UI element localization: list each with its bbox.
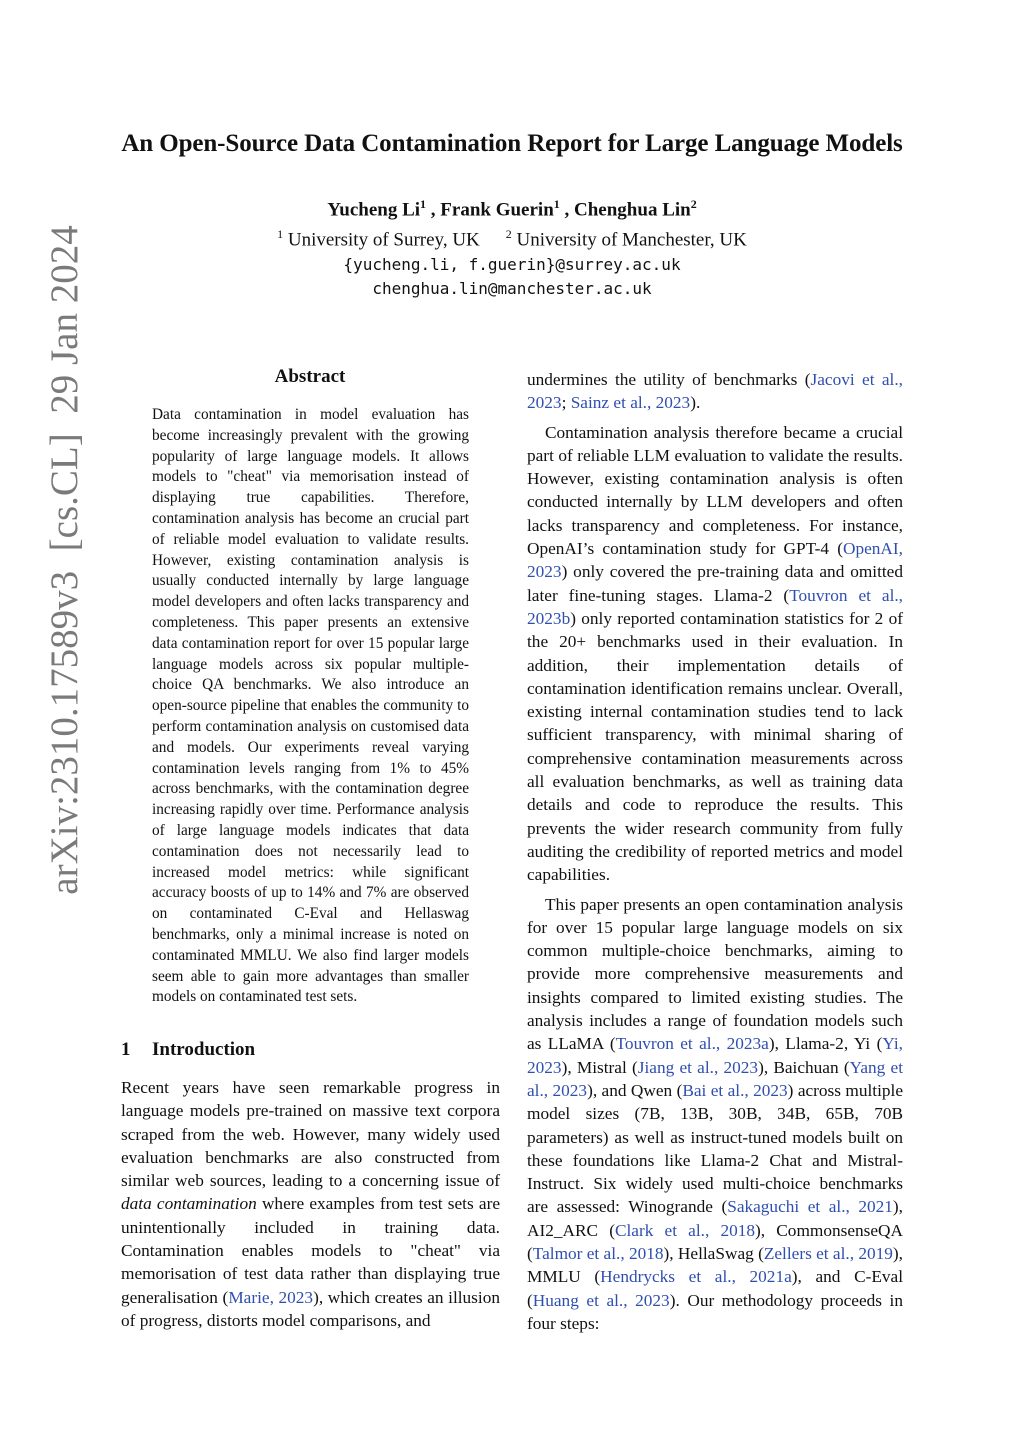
- abstract-heading: Abstract: [274, 366, 346, 387]
- text-run: ) across multiple model sizes (7B, 13B, 30B, 34B, 65B, 70B parameters) as well as instruct-tuned models built on these foundations like Llama-2 Chat and Mistral-Instruct. Six widely used multi-choice benchmarks are assessed: Winogrande (: [527, 1080, 904, 1217]
- citation-link[interactable]: Bai et al., 2023: [682, 1080, 788, 1100]
- affiliation-name: University of Surrey, UK: [287, 229, 480, 251]
- text-run: ), CommonsenseQA (: [527, 1220, 903, 1263]
- section-title: Introduction: [152, 1039, 256, 1060]
- text-run: ), and Qwen (: [587, 1080, 683, 1100]
- arxiv-identifier: arXiv:2310.17589v3 [cs.CL] 29 Jan 2024: [43, 225, 86, 895]
- text-run: where examples from test sets are unintentionally included in training data. Contamination enables models to "cheat" via memorisation of test data rather than displaying true generalisation (: [121, 1194, 500, 1307]
- citation-link[interactable]: Talmor et al., 2018: [532, 1243, 664, 1263]
- body-paragraph: [527, 421, 903, 887]
- right-column: [527, 368, 903, 1341]
- citation-link[interactable]: Sakaguchi et al., 2021: [727, 1197, 893, 1217]
- abstract-text: Data contamination in model evaluation has become increasingly prevalent with the growing popularity of large language models. It allows models to "cheat" via memorisation instead of displaying true capabilities. Therefore, contamination analysis has become an crucial part of reliable model evaluation to validate results. However, existing contamination analysis is usually conducted internally by large language model developers and often lacks transparency and completeness. This paper presents an extensive data contamination report for over 15 popular large language models across six popular multiple-choice QA benchmarks. We also introduce an open-source pipeline that enables the community to perform contamination analysis on customised data and models. Our experiments reveal varying contamination levels ranging from 1% to 45% across benchmarks, with the contamination degree increasing rapidly over time. Performance analysis of large language models indicates that data contamination does not necessarily lead to increased model metrics: while significant accuracy boosts of up to 14% and 7% are observed on contaminated C-Eval and Hellaswag benchmarks, only a minimal increase is noted on contaminated MMLU. We also find larger models seem able to gain more advantages than smaller models on contaminated test sets.: [152, 406, 469, 1006]
- affiliation-mark: 2: [690, 197, 697, 211]
- text-run: ), MMLU (: [527, 1243, 903, 1287]
- text-run: This paper presents an open contamination analysis for over 15 popular large language models on six common multiple-choice benchmarks, aiming to provide more comprehensive measurements and insights compared to limited existing studies. The analysis includes a range of foundation models such as LLaMA (: [527, 894, 903, 1054]
- affiliation-mark: 1: [420, 197, 427, 211]
- intro-paragraph: [121, 1076, 500, 1332]
- author-list: Yucheng Li$^1$ , Frank Guerin$^1$ , Chenghua Lin$^2$: [327, 197, 697, 221]
- email-address[interactable]: {yucheng.li, f.guerin}@surrey.ac.uk: [343, 255, 681, 274]
- section-heading: [121, 1039, 255, 1061]
- text-run: Contamination analysis therefore became a crucial part of reliable LLM evaluation to validate the results. However, existing contamination analysis is often conducted internally by LLM developers and often lacks transparency and completeness. For instance, OpenAI’s contamination study for GPT-4 (: [527, 422, 903, 559]
- citation-link[interactable]: Marie, 2023: [228, 1287, 314, 1307]
- text-run: ) only covered the pre-training data and omitted later fine-tuning stages. Llama-2 (: [527, 562, 903, 605]
- text-run: ), Baichuan (: [758, 1057, 850, 1077]
- text-run: ), Mistral (: [561, 1057, 638, 1077]
- citation-link[interactable]: Jacovi et al., 2023: [527, 370, 904, 413]
- text-run: ;: [561, 393, 571, 413]
- paper-title: An Open-Source Data Contamination Report for Large Language Models: [121, 130, 903, 157]
- text-run: ), HellaSwag (: [663, 1243, 764, 1263]
- text-run: ), Llama-2, Yi (: [768, 1034, 883, 1054]
- citation-link[interactable]: Sainz et al., 2023: [570, 393, 691, 413]
- text-run: ), and C-Eval (: [527, 1267, 904, 1310]
- affiliation-mark: 1: [277, 227, 284, 241]
- text-run: ), which creates an illusion of progress, distorts model comparisons, and: [121, 1287, 500, 1330]
- body-paragraph: [527, 893, 903, 1336]
- text-run: Recent years have seen remarkable progress in language models pre-trained on massive text corpora scraped from the web. However, many widely used evaluation benchmarks are also constructed from similar web sources, leading to a concerning issue of: [121, 1078, 500, 1191]
- email-address[interactable]: chenghua.lin@manchester.ac.uk: [372, 279, 652, 298]
- citation-link[interactable]: Clark et al., 2018: [614, 1220, 756, 1240]
- text-run: ) only reported contamination statistics for 2 of the 20+ benchmarks used in their evaluation. In addition, their implementation details of contamination identification remains unclear. Overall, existing internal contamination studies tend to lack sufficient transparency, with minimal sharing of comprehensive contamination measurements across all evaluation benchmarks, as well as training data details and code to reproduce the results. This prevents the wider research community from fully auditing the credibility of reported metrics and model capabilities.: [527, 608, 903, 885]
- affiliation-name: University of Manchester, UK: [516, 229, 747, 251]
- author-name: Frank Guerin: [440, 199, 554, 221]
- author-name: Chenghua Lin: [574, 199, 691, 221]
- affiliation-mark: 1: [553, 197, 560, 211]
- citation-link[interactable]: OpenAI, 2023: [527, 539, 903, 582]
- author-name: Yucheng Li: [327, 199, 421, 221]
- citation-link[interactable]: Hendrycks et al., 2021a: [600, 1267, 792, 1287]
- citation-link[interactable]: Jiang et al., 2023: [637, 1057, 759, 1077]
- citation-link[interactable]: Yang et al., 2023: [527, 1057, 904, 1100]
- text-run: ), AI2_ARC (: [527, 1197, 903, 1240]
- text-run: ). Our methodology proceeds in four steps:: [527, 1290, 903, 1333]
- citation-link[interactable]: Touvron et al., 2023a: [615, 1034, 769, 1054]
- citation-link[interactable]: Yi, 2023: [527, 1034, 903, 1077]
- citation-link[interactable]: Huang et al., 2023: [532, 1290, 670, 1310]
- section-number: 1: [121, 1039, 131, 1060]
- citation-link[interactable]: Zellers et al., 2019: [763, 1243, 893, 1263]
- citation-link[interactable]: Touvron et al., 2023b: [527, 585, 904, 628]
- body-paragraph: [527, 368, 903, 415]
- emphasis-text: data contamination: [121, 1194, 257, 1214]
- affiliation-mark: 2: [505, 227, 512, 241]
- text-run: ).: [690, 393, 701, 413]
- text-run: undermines the utility of benchmarks (: [527, 370, 811, 389]
- affiliations: [0, 227, 1024, 251]
